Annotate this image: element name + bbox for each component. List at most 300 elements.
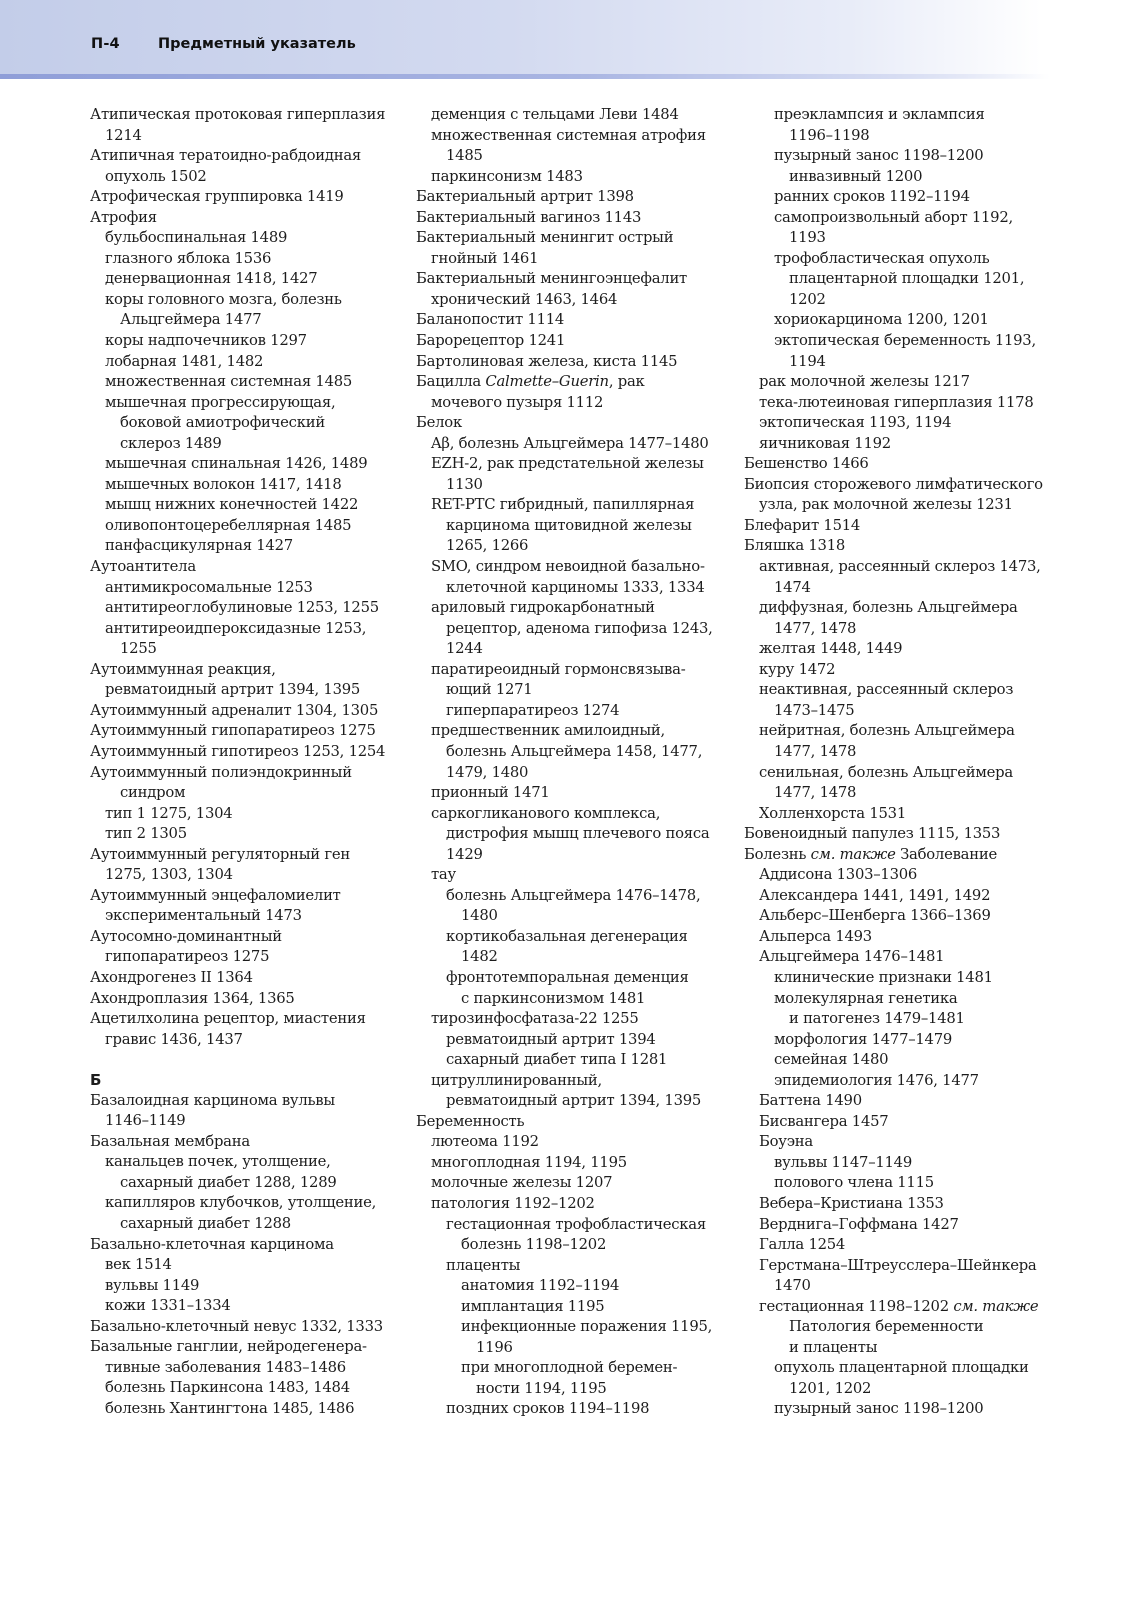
index-entry-text: поздних сроков 1194–1198: [446, 1400, 650, 1418]
index-entry-text: множественная системная 1485: [105, 373, 353, 391]
index-entry: [90, 105, 410, 126]
index-entry: [744, 824, 1084, 845]
index-entry-text: Белок: [416, 414, 462, 432]
index-entry-text: самопроизвольный аборт 1192,: [774, 208, 1013, 226]
index-entry: [90, 804, 410, 825]
index-entry: [416, 1317, 736, 1338]
index-entry: [744, 454, 1084, 475]
index-entry-text: канальцев почек, утолщение,: [105, 1153, 331, 1171]
index-entry-text: экспериментальный 1473: [105, 907, 302, 925]
index-entry-text: с паркинсонизмом 1481: [461, 989, 646, 1007]
index-entry-text: ревматоидный артрит 1394, 1395: [446, 1092, 702, 1110]
index-entry-text: пузырный занос 1198–1200: [774, 147, 984, 165]
index-entry: [90, 269, 410, 290]
index-entry: [744, 228, 1084, 249]
index-entry: [416, 1153, 736, 1174]
index-entry-text: вульвы 1149: [105, 1276, 200, 1294]
index-entry-text: RET-PTC гибридный, папиллярная: [431, 496, 695, 514]
index-entry-text: сахарный диабет 1288: [120, 1214, 291, 1232]
index-entry: [90, 413, 410, 434]
index-entry: [90, 578, 410, 599]
index-entry-text: 1146–1149: [105, 1112, 186, 1130]
page-title: Предметный указатель: [158, 36, 356, 52]
index-entry: [416, 454, 736, 475]
index-entry-text: Аутоиммунный регуляторный ген: [90, 845, 350, 863]
index-entry-text: опухоль 1502: [105, 167, 207, 185]
index-entry: [744, 639, 1084, 660]
index-entry-text: 1429: [446, 845, 483, 863]
index-entry: [416, 763, 736, 784]
index-entry: [416, 228, 736, 249]
index-entry-text: Аутоиммунный полиэндокринный: [90, 763, 352, 781]
index-entry: [90, 783, 410, 804]
index-entry-text: склероз 1489: [120, 434, 222, 452]
index-entry-text: морфология 1477–1479: [774, 1030, 953, 1048]
index-entry: [90, 701, 410, 722]
index-entry-text: сенильная, болезнь Альцгеймера: [759, 763, 1013, 781]
index-entry-text: Аутосомно-доминантный: [90, 927, 282, 945]
index-entry: [744, 680, 1084, 701]
index-entry-text: ариловый гидрокарбонатный: [431, 599, 655, 617]
index-entry-text: ности 1194, 1195: [476, 1379, 607, 1397]
index-entry-text: Бартолиновая железа, киста 1145: [416, 352, 678, 370]
index-entry: [744, 989, 1084, 1010]
index-entry: [416, 208, 736, 229]
index-entry-text: кожи 1331–1334: [105, 1297, 231, 1315]
index-entry: [744, 557, 1084, 578]
index-entry: [90, 1132, 410, 1153]
index-entry-text: 1482: [461, 948, 498, 966]
index-entry-text: желтая 1448, 1449: [759, 640, 903, 658]
index-entry: [744, 352, 1084, 373]
index-entries: [416, 105, 736, 1420]
index-entry-text: инвазивный 1200: [789, 167, 923, 185]
index-entry: [90, 495, 410, 516]
index-entry-text: 1480: [461, 907, 498, 925]
index-entry: [416, 1112, 736, 1133]
index-entry-text: глазного яблока 1536: [105, 249, 272, 267]
index-entry: [416, 1071, 736, 1092]
index-entry-text: тип 2 1305: [105, 825, 187, 843]
index-entry-text: пузырный занос 1198–1200: [774, 1400, 984, 1418]
index-entry-text: антимикросомальные 1253: [105, 578, 313, 596]
index-entry-text: неактивная, рассеянный склероз: [759, 681, 1014, 699]
index-entry: [416, 557, 736, 578]
index-entry: [744, 721, 1084, 742]
index-entry: [90, 763, 410, 784]
index-entry-text: имплантация 1195: [461, 1297, 605, 1315]
index-entry: [90, 680, 410, 701]
index-entry: [744, 1317, 1084, 1338]
index-entry-text: 1479, 1480: [446, 763, 529, 781]
index-entry: [744, 1379, 1084, 1400]
index-entry-text: тивные заболевания 1483–1486: [105, 1358, 346, 1376]
index-entry: [416, 516, 736, 537]
index-entry: [416, 886, 736, 907]
index-entry: [90, 865, 410, 886]
index-entry-text: Базально-клеточный невус 1332, 1333: [90, 1317, 383, 1335]
index-entry: [90, 352, 410, 373]
index-entry-text: Бовеноидный папулез 1115, 1353: [744, 825, 1001, 843]
index-entry-text: гравис 1436, 1437: [105, 1030, 243, 1048]
index-entry-text: Бацилла: [416, 373, 486, 391]
index-entry: [744, 947, 1084, 968]
index-entry: [90, 824, 410, 845]
index-entry-text: Атипическая протоковая гиперплазия: [90, 106, 386, 123]
index-entry: [744, 701, 1084, 722]
index-entry-text: 1255: [120, 640, 157, 658]
index-entry-text: 1275, 1303, 1304: [105, 866, 233, 884]
index-entry: [90, 393, 410, 414]
index-entry-text: коры головного мозга, болезнь: [105, 290, 342, 308]
index-entry-text: 1477, 1478: [774, 742, 857, 760]
index-entry-text: Базально-клеточная карцинома: [90, 1235, 334, 1253]
index-entry: [90, 536, 410, 557]
index-entry-text: рак молочной железы 1217: [759, 373, 970, 391]
index-entry-text: ревматоидный артрит 1394: [446, 1030, 656, 1048]
index-entry: [744, 1112, 1084, 1133]
index-entry: [416, 475, 736, 496]
index-entry: [416, 660, 736, 681]
index-entry-text: трофобластическая опухоль: [774, 249, 990, 267]
index-entry: [90, 742, 410, 763]
index-entry-text: хориокарцинома 1200, 1201: [774, 311, 989, 329]
index-entry: [744, 1276, 1084, 1297]
index-entry: [744, 310, 1084, 331]
index-entry-text: антитиреоидпероксидазные 1253,: [105, 619, 367, 637]
index-entry: [416, 989, 736, 1010]
index-entry-text: Галла 1254: [759, 1236, 846, 1254]
header-rule: [0, 74, 1050, 79]
index-entry-text: гестационная трофобластическая: [446, 1215, 706, 1233]
index-entry: [416, 1132, 736, 1153]
index-entry: [744, 886, 1084, 907]
index-entry: [744, 1009, 1084, 1030]
index-entry: [416, 249, 736, 270]
index-entry: [744, 516, 1084, 537]
index-entry-text: эктопическая 1193, 1194: [759, 414, 952, 432]
index-entry-text: карцинома щитовидной железы: [446, 516, 692, 534]
index-entry-text: узла, рак молочной железы 1231: [759, 496, 1013, 514]
index-entry: [90, 208, 410, 229]
index-entry: [90, 126, 410, 147]
index-entry: [744, 413, 1084, 434]
index-entry: [416, 947, 736, 968]
index-entry: [416, 906, 736, 927]
index-entry: [90, 310, 410, 331]
index-entry: [90, 1111, 410, 1132]
index-entry: [744, 475, 1084, 496]
index-entry-text: многоплодная 1194, 1195: [431, 1153, 627, 1171]
index-entry-text: тау: [431, 866, 456, 884]
index-entry: [416, 701, 736, 722]
index-entry-italic: см. также: [953, 1297, 1039, 1315]
index-entry: [744, 906, 1084, 927]
index-entry-text: коры надпочечников 1297: [105, 332, 307, 350]
index-entry: [744, 578, 1084, 599]
index-entry-text: вульвы 1147–1149: [774, 1153, 913, 1171]
index-entry-text: при многоплодной беремен-: [461, 1359, 678, 1377]
index-entry-text: клеточной карциномы 1333, 1334: [446, 578, 705, 596]
index-entry: [744, 269, 1084, 290]
index-entry: [416, 1091, 736, 1112]
index-entry-text: Базалоидная карцинома вульвы: [90, 1091, 335, 1109]
index-entry-text: гестационная 1198–1202: [759, 1297, 954, 1315]
index-entry: [744, 1256, 1084, 1277]
index-entry: [90, 1255, 410, 1276]
index-entry: [90, 290, 410, 311]
index-entry-text: инфекционные поражения 1195,: [461, 1318, 713, 1336]
index-entry: [416, 1256, 736, 1277]
index-entry-text: Аддисона 1303–1306: [759, 866, 918, 884]
index-entry: [416, 269, 736, 290]
index-entry-text: сахарный диабет 1288, 1289: [120, 1173, 337, 1191]
index-entry-text: 1196–1198: [789, 126, 870, 144]
index-entry-text: Ацетилхолина рецептор, миастения: [90, 1010, 366, 1028]
index-entry-text: мышц нижних конечностей 1422: [105, 496, 359, 514]
index-entry-text: болезнь Паркинсона 1483, 1484: [105, 1379, 350, 1397]
index-entry: [90, 475, 410, 496]
index-entry-text: ранних сроков 1192–1194: [774, 188, 970, 206]
index-entry: [416, 146, 736, 167]
index-entry: [744, 598, 1084, 619]
index-entries-a: [90, 105, 410, 1050]
index-entry: [744, 763, 1084, 784]
index-entry-text: Холленхорста 1531: [759, 804, 906, 822]
index-entry: [416, 1215, 736, 1236]
index-entry-text: тирозинфосфатаза-22 1255: [431, 1010, 639, 1028]
index-entry: [416, 845, 736, 866]
index-entry: [744, 372, 1084, 393]
index-entry-text: Бешенство 1466: [744, 455, 869, 473]
index-entry: [90, 1399, 410, 1420]
index-entry: [744, 1297, 1084, 1318]
index-entry-text: 1244: [446, 640, 483, 658]
index-entry: [416, 495, 736, 516]
index-entry: [90, 619, 410, 640]
index-entry: [744, 208, 1084, 229]
index-entry-text: рецептор, аденома гипофиза 1243,: [446, 619, 713, 637]
index-column-3: [744, 105, 1084, 1420]
index-entry-text: мышечная прогрессирующая,: [105, 393, 336, 411]
index-entry: [90, 639, 410, 660]
index-entry-text: 1196: [476, 1338, 513, 1356]
index-entry-text: Боуэна: [759, 1133, 813, 1151]
index-entry: [416, 1297, 736, 1318]
index-entry-text: диффузная, болезнь Альцгеймера: [759, 599, 1018, 617]
index-entry-text: Бляшка 1318: [744, 537, 846, 555]
index-entry: [416, 578, 736, 599]
index-entry: [90, 947, 410, 968]
index-entry: [416, 721, 736, 742]
index-entry-text: 1202: [789, 290, 826, 308]
index-entry-text: гиперпаратиреоз 1274: [446, 701, 620, 719]
index-entry-text: Бисвангера 1457: [759, 1112, 889, 1130]
index-entry: [744, 1215, 1084, 1236]
index-entry: [744, 146, 1084, 167]
index-entry: [416, 865, 736, 886]
index-entry-text: эктопическая беременность 1193,: [774, 332, 1036, 350]
index-entry: [90, 598, 410, 619]
index-entry: [90, 146, 410, 167]
index-entry: [744, 1358, 1084, 1379]
index-entry: [90, 1152, 410, 1173]
index-entry-text: эпидемиология 1476, 1477: [774, 1071, 979, 1089]
index-entry-text: Аутоиммунная реакция,: [90, 660, 276, 678]
index-entry-text: кортикобазальная дегенерация: [446, 927, 688, 945]
index-entry-text: антитиреоглобулиновые 1253, 1255: [105, 599, 379, 617]
index-entry: [744, 1091, 1084, 1112]
index-entry: [744, 619, 1084, 640]
index-entry-text: Патология беременности: [789, 1318, 984, 1336]
index-entry: [416, 290, 736, 311]
index-entry: [416, 1379, 736, 1400]
index-entry-text: преэклампсия и эклампсия: [774, 106, 985, 123]
index-entry: [90, 1173, 410, 1194]
index-entry: [416, 393, 736, 414]
index-entry-text: Ахондрогенез II 1364: [90, 968, 253, 986]
index-entry: [90, 1358, 410, 1379]
index-entries-b: [90, 1091, 410, 1420]
index-entry-text: мышечная спинальная 1426, 1489: [105, 455, 368, 473]
index-entry: [416, 1235, 736, 1256]
index-entry-text: клинические признаки 1481: [774, 968, 993, 986]
index-entry: [90, 721, 410, 742]
index-entry-text: 1214: [105, 126, 142, 144]
index-entry: [416, 187, 736, 208]
index-entry-italic: см. также: [810, 845, 896, 863]
index-entry-text: 1194: [789, 352, 826, 370]
index-entry-text: Блефарит 1514: [744, 516, 861, 534]
index-entry-text: Баттена 1490: [759, 1092, 862, 1110]
index-entry: [90, 1193, 410, 1214]
index-entry: [744, 1173, 1084, 1194]
index-entry: [744, 331, 1084, 352]
index-entry-text: прионный 1471: [431, 784, 550, 802]
index-entry: [90, 927, 410, 948]
index-entry-text: болезнь Альцгеймера 1476–1478,: [446, 886, 701, 904]
index-entry: [416, 1050, 736, 1071]
index-entry: [416, 824, 736, 845]
index-entry: [90, 187, 410, 208]
index-entry: [744, 865, 1084, 886]
index-entry-text: Баланопостит 1114: [416, 311, 565, 329]
index-entry: [416, 619, 736, 640]
index-entry: [90, 1378, 410, 1399]
index-entry-text: сахарный диабет типа I 1281: [446, 1051, 668, 1069]
index-entry: [90, 331, 410, 352]
index-entry: [744, 536, 1084, 557]
index-entry: [90, 886, 410, 907]
index-entry-text: Вебера–Кристиана 1353: [759, 1194, 944, 1212]
index-entry-text: фронтотемпоральная деменция: [446, 968, 689, 986]
index-entry-text: нейритная, болезнь Альцгеймера: [759, 722, 1015, 740]
index-entry-text: оливопонтоцеребеллярная 1485: [105, 516, 352, 534]
index-entry: [90, 1317, 410, 1338]
index-entry-text: Атипичная тератоидно-рабдоидная: [90, 147, 362, 165]
index-entry-text: паркинсонизм 1483: [431, 167, 583, 185]
index-entry-text: Ахондроплазия 1364, 1365: [90, 989, 295, 1007]
index-entry-text: тип 1 1275, 1304: [105, 804, 233, 822]
index-entry: [416, 1338, 736, 1359]
index-entry: [416, 310, 736, 331]
index-entry-text: Александера 1441, 1491, 1492: [759, 886, 991, 904]
index-entry-text: анатомия 1192–1194: [461, 1277, 620, 1295]
index-entry: [416, 680, 736, 701]
index-entry-text: плаценты: [446, 1256, 521, 1274]
index-entry-text: 1474: [774, 578, 811, 596]
index-entry-text: Атрофическая группировка 1419: [90, 188, 344, 206]
index-entry-text: и патогенез 1479–1481: [789, 1010, 965, 1028]
index-entry-text: 1477, 1478: [774, 619, 857, 637]
index-entry-text: гнойный 1461: [431, 249, 539, 267]
index-entry: [744, 1132, 1084, 1153]
index-entry: [90, 557, 410, 578]
index-entry: [90, 1009, 410, 1030]
index-entry: [744, 1399, 1084, 1420]
index-entry: [416, 1173, 736, 1194]
index-entry-text: Альберс–Шенберга 1366–1369: [759, 907, 991, 925]
index-entry: [90, 228, 410, 249]
index-entry-text: цитруллинированный,: [431, 1071, 602, 1089]
index-entry-text: Беременность: [416, 1112, 525, 1130]
index-entry: [416, 1276, 736, 1297]
index-entry: [744, 742, 1084, 763]
index-entry-text: мышечных волокон 1417, 1418: [105, 475, 342, 493]
index-entry-text: семейная 1480: [774, 1051, 889, 1069]
index-entry: [744, 1153, 1084, 1174]
index-entry: [416, 413, 736, 434]
index-entry-text: Бактериальный вагиноз 1143: [416, 208, 642, 226]
index-entry: [90, 660, 410, 681]
index-entry: [744, 660, 1084, 681]
index-entry-text: 1265, 1266: [446, 537, 529, 555]
index-entry-text: хронический 1463, 1464: [431, 290, 618, 308]
index-entry-text: Аутоиммунный гипотиреоз 1253, 1254: [90, 742, 386, 760]
index-entry: [416, 352, 736, 373]
index-entry-text: плацентарной площадки 1201,: [789, 270, 1025, 288]
index-entry-text: молочные железы 1207: [431, 1174, 613, 1192]
index-entry-text: опухоль плацентарной площадки: [774, 1359, 1029, 1377]
index-entry: [416, 536, 736, 557]
index-entry-text: Альцгеймера 1476–1481: [759, 948, 945, 966]
index-entry-text: саркогликанового комплекса,: [431, 804, 661, 822]
index-entry: [416, 105, 736, 126]
index-entry-text: Бактериальный менингоэнцефалит: [416, 270, 687, 288]
index-entry-text: полового члена 1115: [774, 1174, 934, 1192]
index-entry-text: 1201, 1202: [789, 1379, 872, 1397]
index-entry-text: мочевого пузыря 1112: [431, 393, 604, 411]
index-entry-text: Aβ, болезнь Альцгеймера 1477–1480: [431, 434, 709, 452]
index-entry-text: болезнь Хантингтона 1485, 1486: [105, 1399, 355, 1417]
index-entry-text: Базальные ганглии, нейродегенера-: [90, 1338, 367, 1356]
index-entry-text: Альцгеймера 1477: [120, 311, 262, 329]
index-entry-text: 1473–1475: [774, 701, 855, 719]
index-entry-text: Герстмана–Штреусслера–Шейнкера: [759, 1256, 1037, 1274]
index-entry-text: молекулярная генетика: [774, 989, 958, 1007]
index-entry: [416, 1399, 736, 1420]
index-entry: [416, 927, 736, 948]
index-entry-text: лютеома 1192: [431, 1133, 539, 1151]
index-entry: [90, 249, 410, 270]
index-entry: [744, 105, 1084, 126]
index-entry: [90, 906, 410, 927]
index-entry-text: предшественник амилоидный,: [431, 722, 665, 740]
index-entry-text: 1470: [774, 1277, 811, 1295]
index-entry-text: болезнь 1198–1202: [461, 1236, 607, 1254]
index-entry: [90, 1030, 410, 1051]
index-entry: [416, 742, 736, 763]
